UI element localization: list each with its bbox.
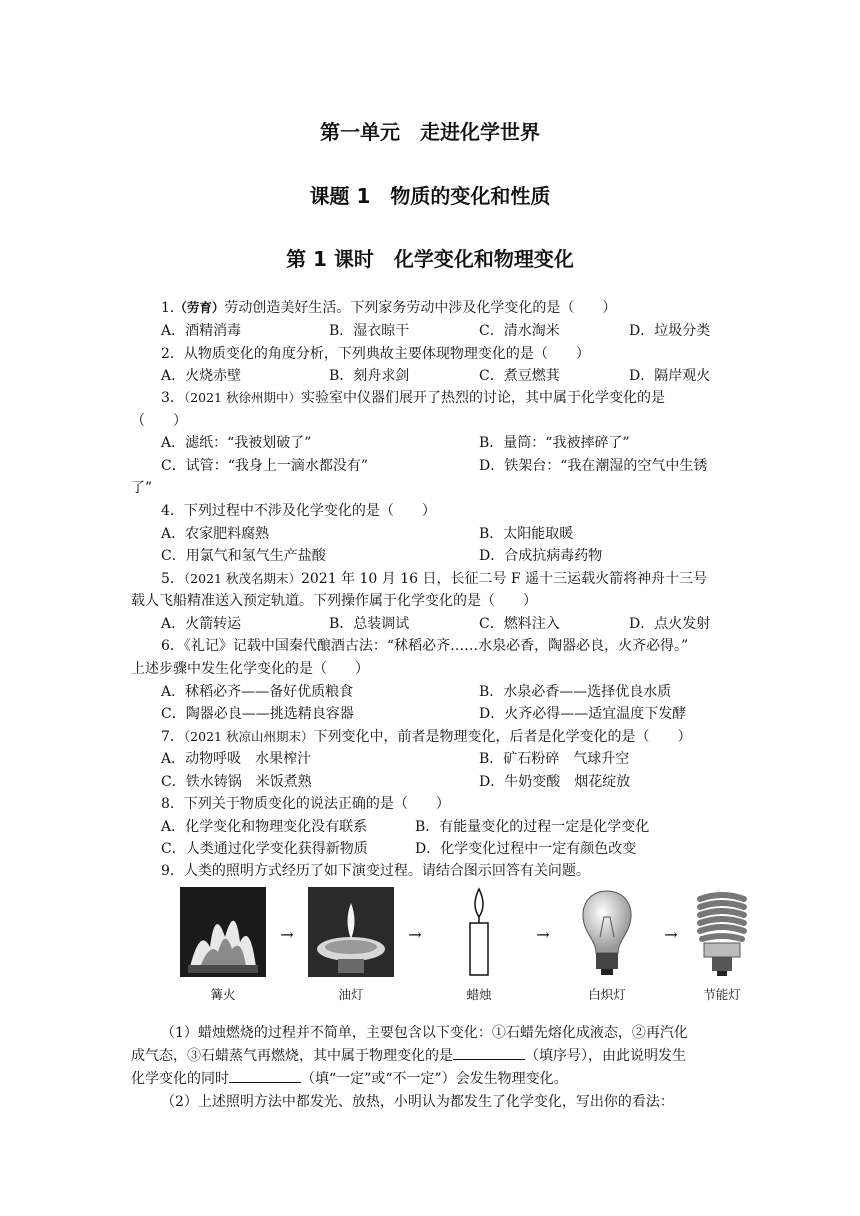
- option: D．点火发射: [629, 616, 711, 632]
- option: C．陶器必良——挑选精良容器: [161, 706, 354, 722]
- option: C．燃料注入: [479, 616, 560, 632]
- option: C．清水淘米: [479, 323, 560, 339]
- question-source: （2021 秋凉山州期末）: [183, 729, 314, 744]
- option: A．火箭转运: [161, 616, 242, 632]
- question-9-stem: 9．人类的照明方式经历了如下演变过程。请结合图示回答有关问题。: [161, 863, 590, 879]
- option: D．化学变化过程中一定有颜色改变: [415, 841, 637, 857]
- period-title: 第 1 课时 化学变化和物理变化: [286, 247, 574, 271]
- question-8-stem: 8．下列关于物质变化的说法正确的是（ ）: [161, 796, 450, 812]
- option: C．人类通过化学变化获得新物质: [161, 841, 368, 857]
- question-7-stem: 7．（2021 秋凉山州期末）下列变化中，前者是物理变化，后者是化学变化的是（ ）: [161, 729, 692, 745]
- option: A．秫稻必齐——备好优质粮食: [161, 684, 354, 700]
- option: A．动物呼吸 水果榨汁: [161, 751, 312, 767]
- option: D．垃圾分类: [629, 323, 711, 339]
- option: A．火烧赤壁: [161, 368, 242, 384]
- answer-blank[interactable]: [229, 1070, 301, 1083]
- arrow-icon: →: [280, 925, 294, 944]
- figure-label-candle: 蜡烛: [466, 987, 492, 1002]
- figure-label-bonfire: 篝火: [210, 987, 236, 1002]
- question-5-stem: 5．（2021 秋茂名期末）2021 年 10 月 16 日，长征二号 F 遥十三运载火箭将神舟十三号: [161, 571, 708, 587]
- option-cont: 了”: [131, 480, 153, 496]
- lighting-evolution-figure: [180, 887, 741, 1005]
- option: A．农家肥料腐熟: [161, 526, 270, 542]
- option: A．酒精消毒: [161, 323, 242, 339]
- option: D．牛奶变酸 烟花绽放: [479, 774, 631, 790]
- option: A．化学变化和物理变化没有联系: [161, 819, 368, 835]
- option: B．湿衣晾干: [329, 323, 410, 339]
- option: B．刻舟求剑: [329, 368, 410, 384]
- sub-question-1: （1）蜡烛燃烧的过程并不简单，主要包含以下变化：①石蜡先熔化成液态，②再汽化: [161, 1025, 688, 1041]
- question-source: （2021 秋徐州期中）: [183, 390, 301, 405]
- question-source: （2021 秋茂名期末）: [183, 571, 301, 586]
- question-3-stem: 3．（2021 秋徐州期中）实验室中仪器们展开了热烈的讨论，其中属于化学变化的是: [161, 390, 665, 406]
- question-5-stem-cont: 载人飞船精准送入预定轨道。下列操作属于化学变化的是（ ）: [131, 593, 537, 609]
- option: D．隔岸观火: [629, 368, 711, 384]
- option: A．滤纸：“我被划破了”: [161, 435, 312, 451]
- unit-title: 第一单元 走进化学世界: [320, 120, 540, 144]
- lesson-title: 课题 1 物质的变化和性质: [309, 184, 551, 208]
- option: D．火齐必得——适宜温度下发酵: [479, 706, 687, 722]
- candle-image: [436, 887, 522, 977]
- option: C．用氯气和氢气生产盐酸: [161, 548, 326, 564]
- option: C．铁水铸锅 米饭煮熟: [161, 774, 312, 790]
- incandescent-bulb-image: [564, 887, 650, 977]
- option: D．铁架台：“我在潮湿的空气中生锈: [479, 458, 708, 474]
- option: C．试管：“我身上一滴水都没有”: [161, 458, 369, 474]
- question-6-stem-cont: 上述步骤中发生化学变化的是（ ）: [131, 661, 369, 677]
- option: B．有能量变化的过程一定是化学变化: [415, 819, 650, 835]
- arrow-icon: →: [664, 925, 678, 944]
- question-3-stem-cont: （ ）: [131, 413, 187, 429]
- option: B．矿石粉碎 气球升空: [479, 751, 630, 767]
- figure-label-oil-lamp: 油灯: [338, 987, 364, 1002]
- option: B．量筒：“我被摔碎了”: [479, 435, 630, 451]
- answer-blank[interactable]: [453, 1047, 525, 1060]
- question-2-stem: 2．从物质变化的角度分析，下列典故主要体现物理变化的是（ ）: [161, 346, 590, 362]
- arrow-icon: →: [408, 925, 422, 944]
- bonfire-image: [180, 887, 266, 977]
- question-1-stem: 1.（劳育）劳动创造美好生活。下列家务劳动中涉及化学变化的是（ ）: [161, 300, 617, 316]
- question-4-stem: 4．下列过程中不涉及化学变化的是（ ）: [161, 503, 436, 519]
- energy-saving-lamp-image: [692, 887, 752, 977]
- oil-lamp-image: [308, 887, 394, 977]
- figure-label-incandescent: 白炽灯: [588, 987, 626, 1002]
- sub-question-1-line-2: 成气态，③石蜡蒸气再燃烧，其中属于物理变化的是 （填序号），由此说明发生: [131, 1048, 686, 1064]
- option: B．总装调试: [329, 616, 410, 632]
- option: C．煮豆燃萁: [479, 368, 560, 384]
- arrow-icon: →: [536, 925, 550, 944]
- question-tag: （劳育）: [174, 300, 225, 315]
- option: B．水泉必香——选择优良水质: [479, 684, 672, 700]
- figure-label-energy-saving: 节能灯: [703, 987, 741, 1002]
- option: D．合成抗病毒药物: [479, 548, 603, 564]
- option: B．太阳能取暖: [479, 526, 574, 542]
- sub-question-1-line-3: 化学变化的同时 （填“一定”或“不一定”）会发生物理变化。: [131, 1071, 568, 1087]
- question-6-stem: 6．《礼记》记载中国秦代酿酒古法：“秫稻必齐……水泉必香，陶器必良，火齐必得。”: [161, 638, 689, 654]
- sub-question-2: （2）上述照明方法中都发光、放热，小明认为都发生了化学变化，写出你的看法：: [161, 1094, 674, 1110]
